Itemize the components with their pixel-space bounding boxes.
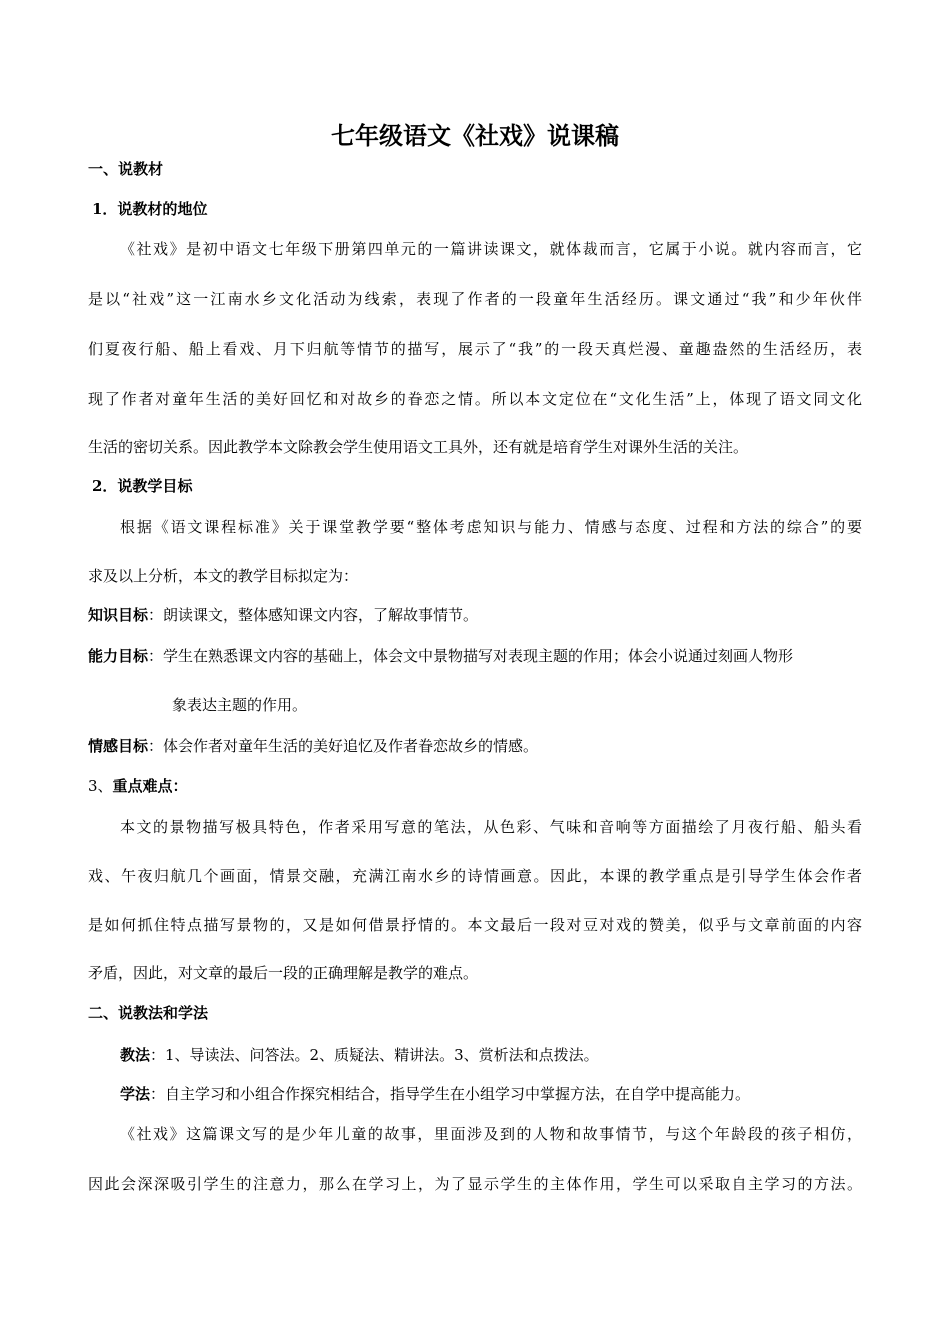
section-heading-methods: 二、说教法和学法	[88, 1004, 209, 1022]
paragraph-line: 求及以上分析，本文的教学目标拟定为：	[88, 567, 359, 585]
paragraph-line: 戏、午夜归航几个画面，情景交融，充满江南水乡的诗情画意。因此，本课的教学重点是引导学生体会作者	[88, 867, 862, 885]
paragraph-line: 《社戏》是初中语文七年级下册第四单元的一篇讲读课文，就体裁而言，它属于小说。就内容而言，它	[120, 240, 862, 258]
learning-methods-label: 学法	[120, 1085, 151, 1103]
paragraph-line: 们夏夜行船、船上看戏、月下归航等情节的描写，展示了“我”的一段天真烂漫、童趣盎然的生活经历，表	[88, 340, 862, 358]
subheading-key-points-number: 3、	[88, 777, 113, 795]
paragraph-line: 根据《语文课程标准》关于课堂教学要“整体考虑知识与能力、情感与态度、过程和方法的综合”的要	[120, 518, 862, 536]
learning-methods	[120, 1084, 750, 1104]
goal-knowledge-text: ：朗读课文，整体感知课文内容，了解故事情节。	[148, 606, 479, 624]
goal-knowledge	[88, 605, 478, 625]
teaching-methods-label: 教法	[120, 1046, 151, 1064]
teaching-methods-text: ：1、导读法、问答法。2、质疑法、精讲法。3、赏析法和点拨法。	[150, 1046, 599, 1064]
goal-ability-text: ：学生在熟悉课文内容的基础上，体会文中景物描写对表现主题的作用；体会小说通过刻画人物形	[148, 647, 794, 665]
goal-emotion-label: 情感目标	[88, 737, 149, 755]
teaching-methods	[120, 1045, 599, 1065]
paragraph-line: 《社戏》这篇课文写的是少年儿童的故事，里面涉及到的人物和故事情节，与这个年龄段的孩子相仿，	[120, 1125, 862, 1143]
subheading-key-points-label: 重点难点：	[112, 777, 188, 795]
paragraph-line: 生活的密切关系。因此教学本文除教会学生使用语文工具外，还有就是培育学生对课外生活的关注。	[88, 438, 749, 456]
goal-emotion-text: ：体会作者对童年生活的美好追忆及作者眷恋故乡的情感。	[148, 737, 539, 755]
goal-knowledge-label: 知识目标	[88, 606, 149, 624]
learning-methods-text: ：自主学习和小组合作探究相结合，指导学生在小组学习中掌握方法，在自学中提高能力。	[150, 1085, 751, 1103]
goal-ability-continued: 象表达主题的作用。	[172, 696, 308, 714]
goal-ability	[88, 646, 793, 666]
paragraph-line: 是如何抓住特点描写景物的，又是如何借景抒情的。本文最后一段对豆对戏的赞美，似乎与文章前面的内容	[88, 916, 862, 934]
paragraph-line: 现了作者对童年生活的美好回忆和对故乡的眷恋之情。所以本文定位在“文化生活”上，体现了语文同文化	[88, 390, 862, 408]
page-title: 七年级语文《社戏》说课稿	[331, 121, 619, 150]
paragraph-line: 因此会深深吸引学生的注意力，那么在学习上，为了显示学生的主体作用，学生可以采取自主学习的方法。	[88, 1175, 862, 1193]
goal-ability-label: 能力目标	[88, 647, 149, 665]
subheading-teaching-goals: 2．说教学目标	[92, 477, 193, 495]
subheading-key-points	[88, 776, 188, 796]
paragraph-line: 本文的景物描写极具特色，作者采用写意的笔法，从色彩、气味和音响等方面描绘了月夜行船、船头看	[120, 818, 862, 836]
paragraph-line: 是以“社戏”这一江南水乡文化活动为线索，表现了作者的一段童年生活经历。课文通过“我”和少年伙伴	[88, 290, 862, 308]
goal-emotion	[88, 736, 538, 756]
section-heading-teaching-material: 一、说教材	[88, 160, 164, 178]
paragraph-line: 矛盾，因此，对文章的最后一段的正确理解是教学的难点。	[88, 964, 479, 982]
subheading-material-position: 1．说教材的地位	[92, 200, 208, 218]
